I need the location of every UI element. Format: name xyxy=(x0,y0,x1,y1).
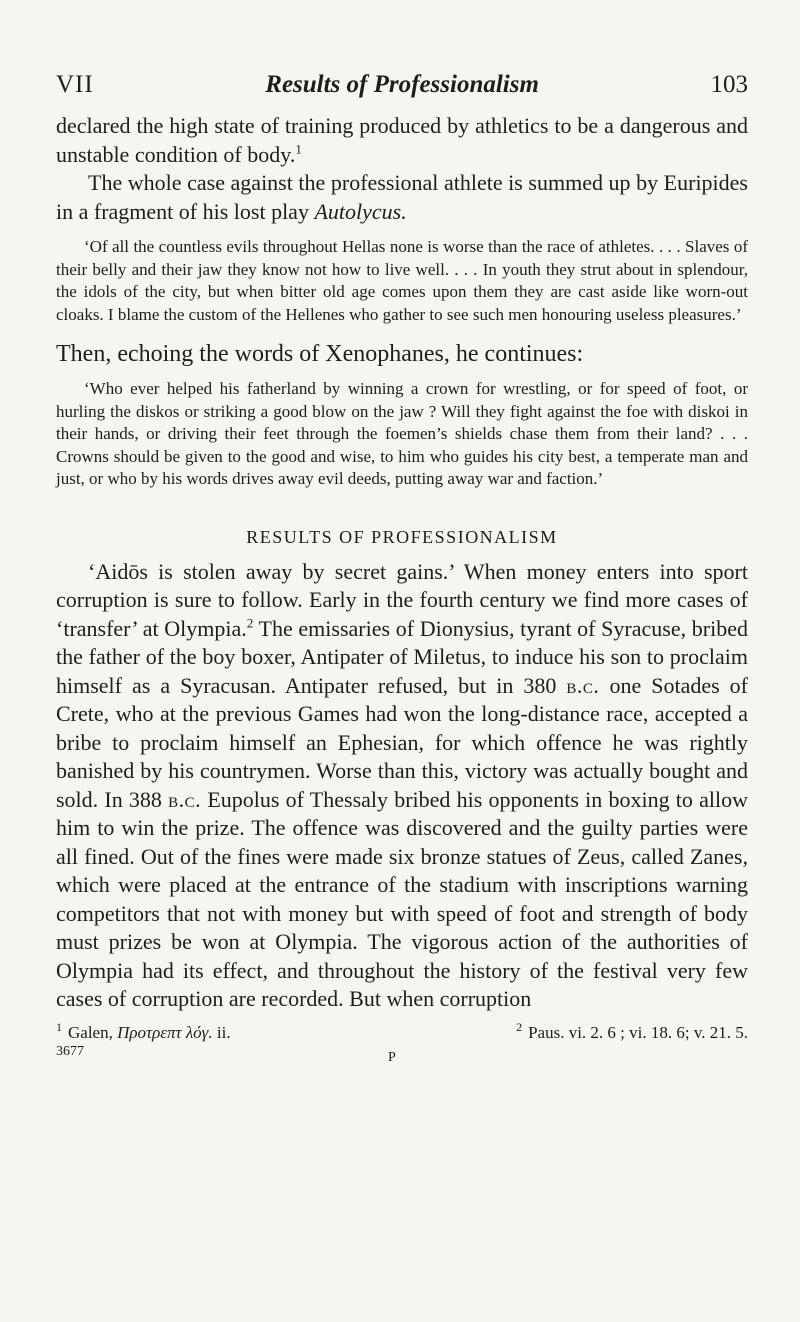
footnote-text: Galen, xyxy=(68,1022,118,1042)
book-page xyxy=(56,70,748,1066)
paragraph-text: one Sotades of Crete, who at the previous Games had won the long-distance race, accepted a bribe to proclaim himself an Ephesian, for which offence he was rightly banished by his countrymen. Worse than this, victory was actually bought and sold. In 388 xyxy=(56,672,748,812)
footnote-ref-1: 1 xyxy=(295,141,302,157)
footnote-2 xyxy=(516,1019,748,1044)
paragraph-continued xyxy=(56,112,748,169)
paragraph-text: The emissaries of Dionysius, tyrant of Syracuse, bribed the father of the boy boxer, Antipater of Miletus, to induce his son to proclaim himself as a Syracusan. Antipater refused, but in 380 xyxy=(56,615,748,698)
era-abbreviation: b.c. xyxy=(566,672,600,698)
footnote-text: ii. xyxy=(212,1022,231,1042)
paragraph-continues: Then, echoing the words of Xenophanes, he continues: xyxy=(56,341,584,367)
section-heading: RESULTS OF PROFESSIONALISM xyxy=(246,526,558,547)
page-number: 103 xyxy=(710,71,748,98)
paragraph-euripides xyxy=(56,169,748,226)
footnote-greek-title: Προτρεπτ λόγ. xyxy=(117,1022,213,1042)
printer-signature xyxy=(56,1044,748,1066)
footnote-text: Paus. vi. 2. 6 ; vi. 18. 6; v. 21. 5. xyxy=(528,1022,748,1042)
paragraph-professionalism xyxy=(56,558,748,1014)
paragraph-text: ‘Aidōs is stolen away by secret gains.’ When money enters into sport corruption is sure to follow. Early in the fourth century we find more cases of ‘transfer’ at Olympia. xyxy=(56,558,748,641)
chapter-number: VII xyxy=(56,71,94,98)
paragraph-text: The whole case against the professional athlete is summed up by Euripides in a fragment of his lost play xyxy=(56,170,748,224)
paragraph-text: declared the high state of training produced by athletics to be a dangerous and unstable condition of body. xyxy=(56,113,748,167)
paragraph-text: Eupolus of Thessaly bribed his opponents in boxing to allow him to win the prize. The offence was discovered and the guilty parties were all fined. Out of the fines were made six bronze statues of Zeus, called Zanes, which were placed at the entrance of the stadium with inscriptions warning competitors that not with money but with speed of foot and strength of body must prizes be won at Olympia. The vigorous action of the authorities of Olympia had its effect, and throughout the history of the festival very few cases of corruption are recorded. But when corruption xyxy=(56,786,748,1011)
footnote-ref-2: 2 xyxy=(246,615,254,631)
footnote-number: 1 xyxy=(56,1019,62,1034)
play-title: Autolycus. xyxy=(314,198,407,224)
quote-euripides-2: ‘Who ever helped his fatherland by winning a crown for wrestling, or for speed of foot, or hurling the diskos or striking a good blow on the jaw ? Will they fight against the foe with diskoi in their hands, or driving their feet through the foemen’s shields chase them from their land? . . . Crowns should be given to the good and wise, to him who guides his city best, a temperate man and just, or who by his words drives away evil deeds, putting away war and faction.’ xyxy=(56,379,748,488)
quote-euripides-1: ‘Of all the countless evils throughout Hellas none is worse than the race of athletes. . . . Slaves of their belly and their jaw they know not how to live well. . . . In youth they strut about in splendour, the idols of the city, but when bitter old age comes upon them they are cast aside like worn-out cloaks. I blame the custom of the Hellenes who gather to see such men honouring useless pleasures.’ xyxy=(56,237,748,324)
era-abbreviation: b.c. xyxy=(168,786,202,812)
signature-number: 3677 xyxy=(56,1043,84,1059)
signature-letter: P xyxy=(388,1049,396,1065)
running-header xyxy=(56,70,748,100)
running-title: Results of Professionalism xyxy=(265,71,539,98)
footnotes xyxy=(56,1019,748,1044)
footnote-1 xyxy=(56,1019,231,1044)
footnote-number: 2 xyxy=(516,1019,523,1034)
